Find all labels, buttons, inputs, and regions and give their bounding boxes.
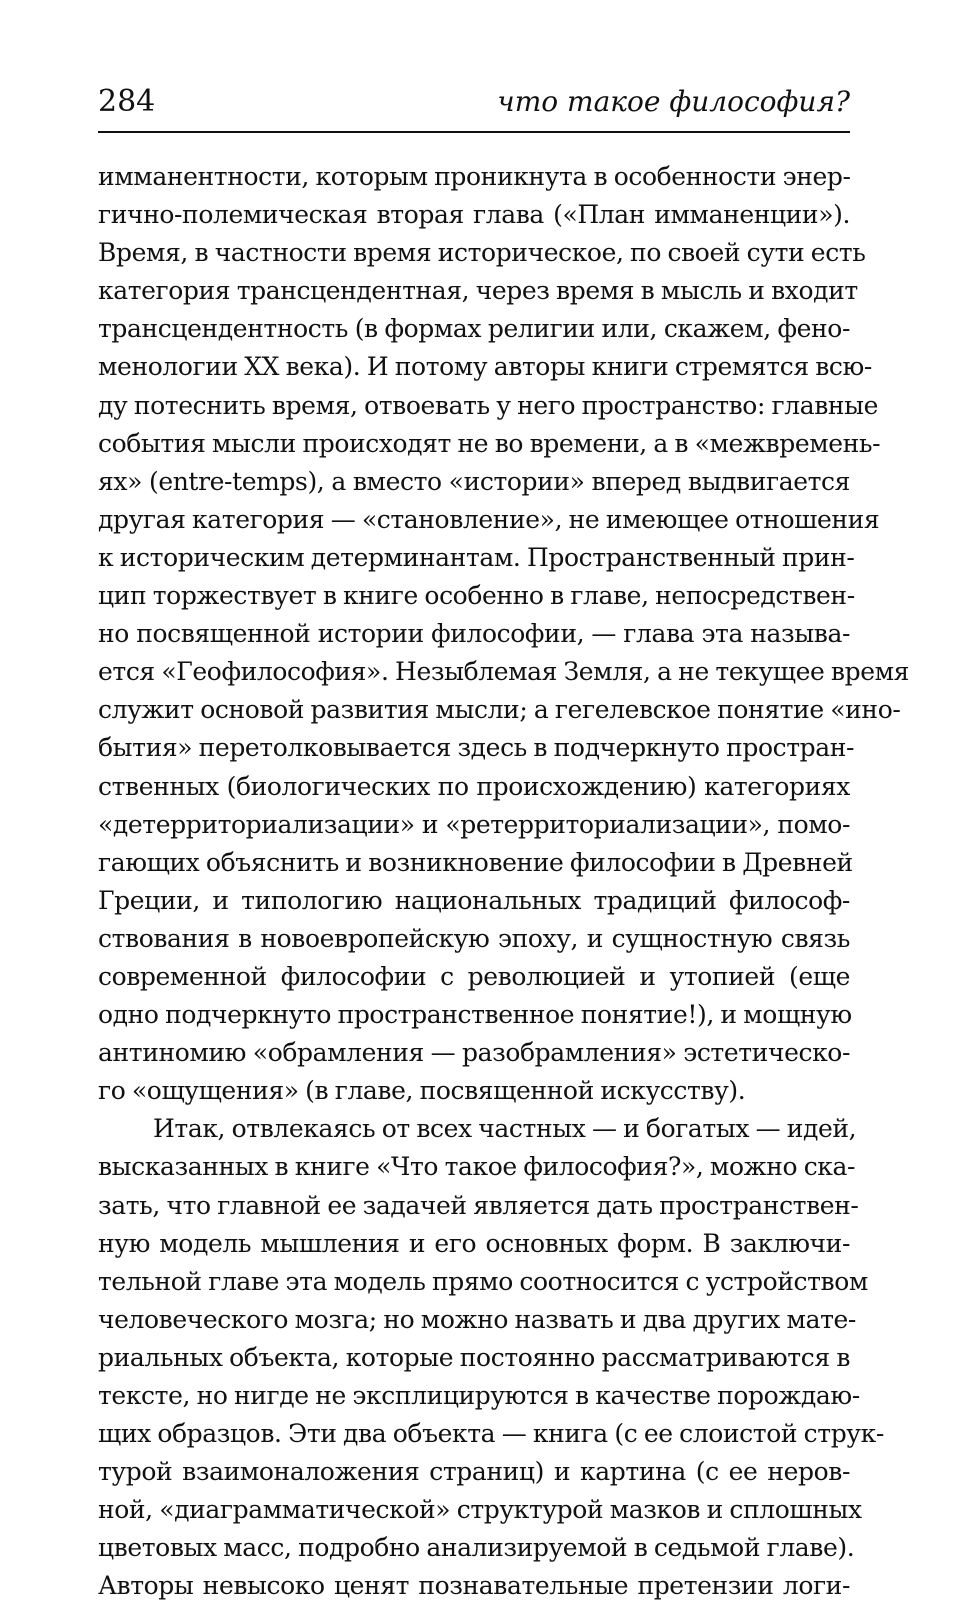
text-line: цип торжествует в книге особенно в главе, непосредствен- bbox=[98, 581, 855, 611]
running-title: что такое философия? bbox=[497, 85, 850, 118]
page-header bbox=[98, 82, 850, 128]
text-line: щих образцов. Эти два объекта — книга (с ее слоистой струк- bbox=[98, 1419, 884, 1449]
text-line: другая категория — «становление», не имеющее отношения bbox=[98, 504, 880, 534]
text-line: менологии XX века). И потому авторы книги стремятся всю- bbox=[98, 352, 872, 382]
text-line: человеческого мозга; но можно назвать и два других мате- bbox=[98, 1304, 856, 1334]
text-line: го «ощущения» (в главе, посвященной искусству). bbox=[98, 1076, 746, 1106]
text-line: категория трансцендентная, через время в мысль и входит bbox=[98, 276, 858, 306]
text-line: бытия» перетолковывается здесь в подчеркнуто простран- bbox=[98, 733, 855, 763]
text-line: Авторы невысоко ценят познавательные претензии логи- bbox=[98, 1571, 850, 1601]
text-line: ной, «диаграмматической» структурой мазков и сплошных bbox=[98, 1495, 862, 1525]
text-line: Итак, отвлекаясь от всех частных — и богатых — идей, bbox=[153, 1114, 857, 1144]
header-rule bbox=[98, 131, 850, 133]
text-line: риальных объекта, которые постоянно рассматриваются в bbox=[98, 1342, 850, 1372]
text-line: Время, в частности время историческое, по своей сути есть bbox=[98, 238, 866, 268]
text-line: гично-полемическая вторая глава («План имманенции»). bbox=[98, 200, 850, 230]
text-line: «детерриториализации» и «ретерриториализации», помо- bbox=[98, 809, 850, 839]
text-line: трансцендентность (в формах религии или, скажем, фено- bbox=[98, 314, 850, 344]
text-line: гающих объяснить и возникновение философии в Древней bbox=[98, 847, 853, 877]
body-text bbox=[98, 158, 910, 1606]
text-line: ную модель мышления и его основных форм. В заключи- bbox=[98, 1228, 850, 1258]
paragraph bbox=[98, 158, 910, 1110]
text-line: современной философии с революцией и утопией (еще bbox=[98, 961, 850, 991]
text-line: но посвященной истории философии, — глава эта называ- bbox=[98, 619, 850, 649]
paragraph bbox=[98, 1110, 884, 1605]
text-line: зать, что главной ее задачей является дать пространствен- bbox=[98, 1190, 859, 1220]
text-line: одно подчеркнуто пространственное понятие!), и мощную bbox=[98, 1000, 852, 1030]
text-line: ственных (биологических по происхождению) категориях bbox=[98, 771, 850, 801]
text-line: цветовых масс, подробно анализируемой в седьмой главе). bbox=[98, 1533, 855, 1563]
text-line: Греции, и типологию национальных традиций философ- bbox=[98, 885, 850, 915]
page-number: 284 bbox=[98, 84, 156, 119]
text-line: служит основой развития мысли; а гегелевское понятие «ино- bbox=[98, 695, 901, 725]
text-line: имманентности, которым проникнута в особенности энер- bbox=[98, 162, 851, 191]
text-line: турой взаимоналожения страниц) и картина (с ее неров- bbox=[98, 1457, 850, 1487]
text-line: ствования в новоевропейскую эпоху, и сущностную связь bbox=[98, 923, 850, 953]
text-line: тексте, но нигде не эксплицируются в качестве порождаю- bbox=[98, 1381, 860, 1410]
text-line: антиномию «обрамления — разобрамления» эстетическо- bbox=[98, 1038, 850, 1068]
text-line: ется «Геофилософия». Незыблемая Земля, а не текущее время bbox=[98, 657, 910, 687]
text-line: к историческим детерминантам. Пространственный прин- bbox=[98, 542, 855, 572]
text-line: ду потеснить время, отвоевать у него пространство: главные bbox=[98, 390, 879, 420]
text-line: высказанных в книге «Что такое философия?», можно ска- bbox=[98, 1152, 856, 1182]
text-line: ях» (entre-temps), а вместо «истории» вперед выдвигается bbox=[98, 466, 850, 496]
text-line: тельной главе эта модель прямо соотносится с устройством bbox=[98, 1266, 868, 1296]
text-line: события мысли происходят не во времени, а в «межвремень- bbox=[98, 428, 881, 458]
